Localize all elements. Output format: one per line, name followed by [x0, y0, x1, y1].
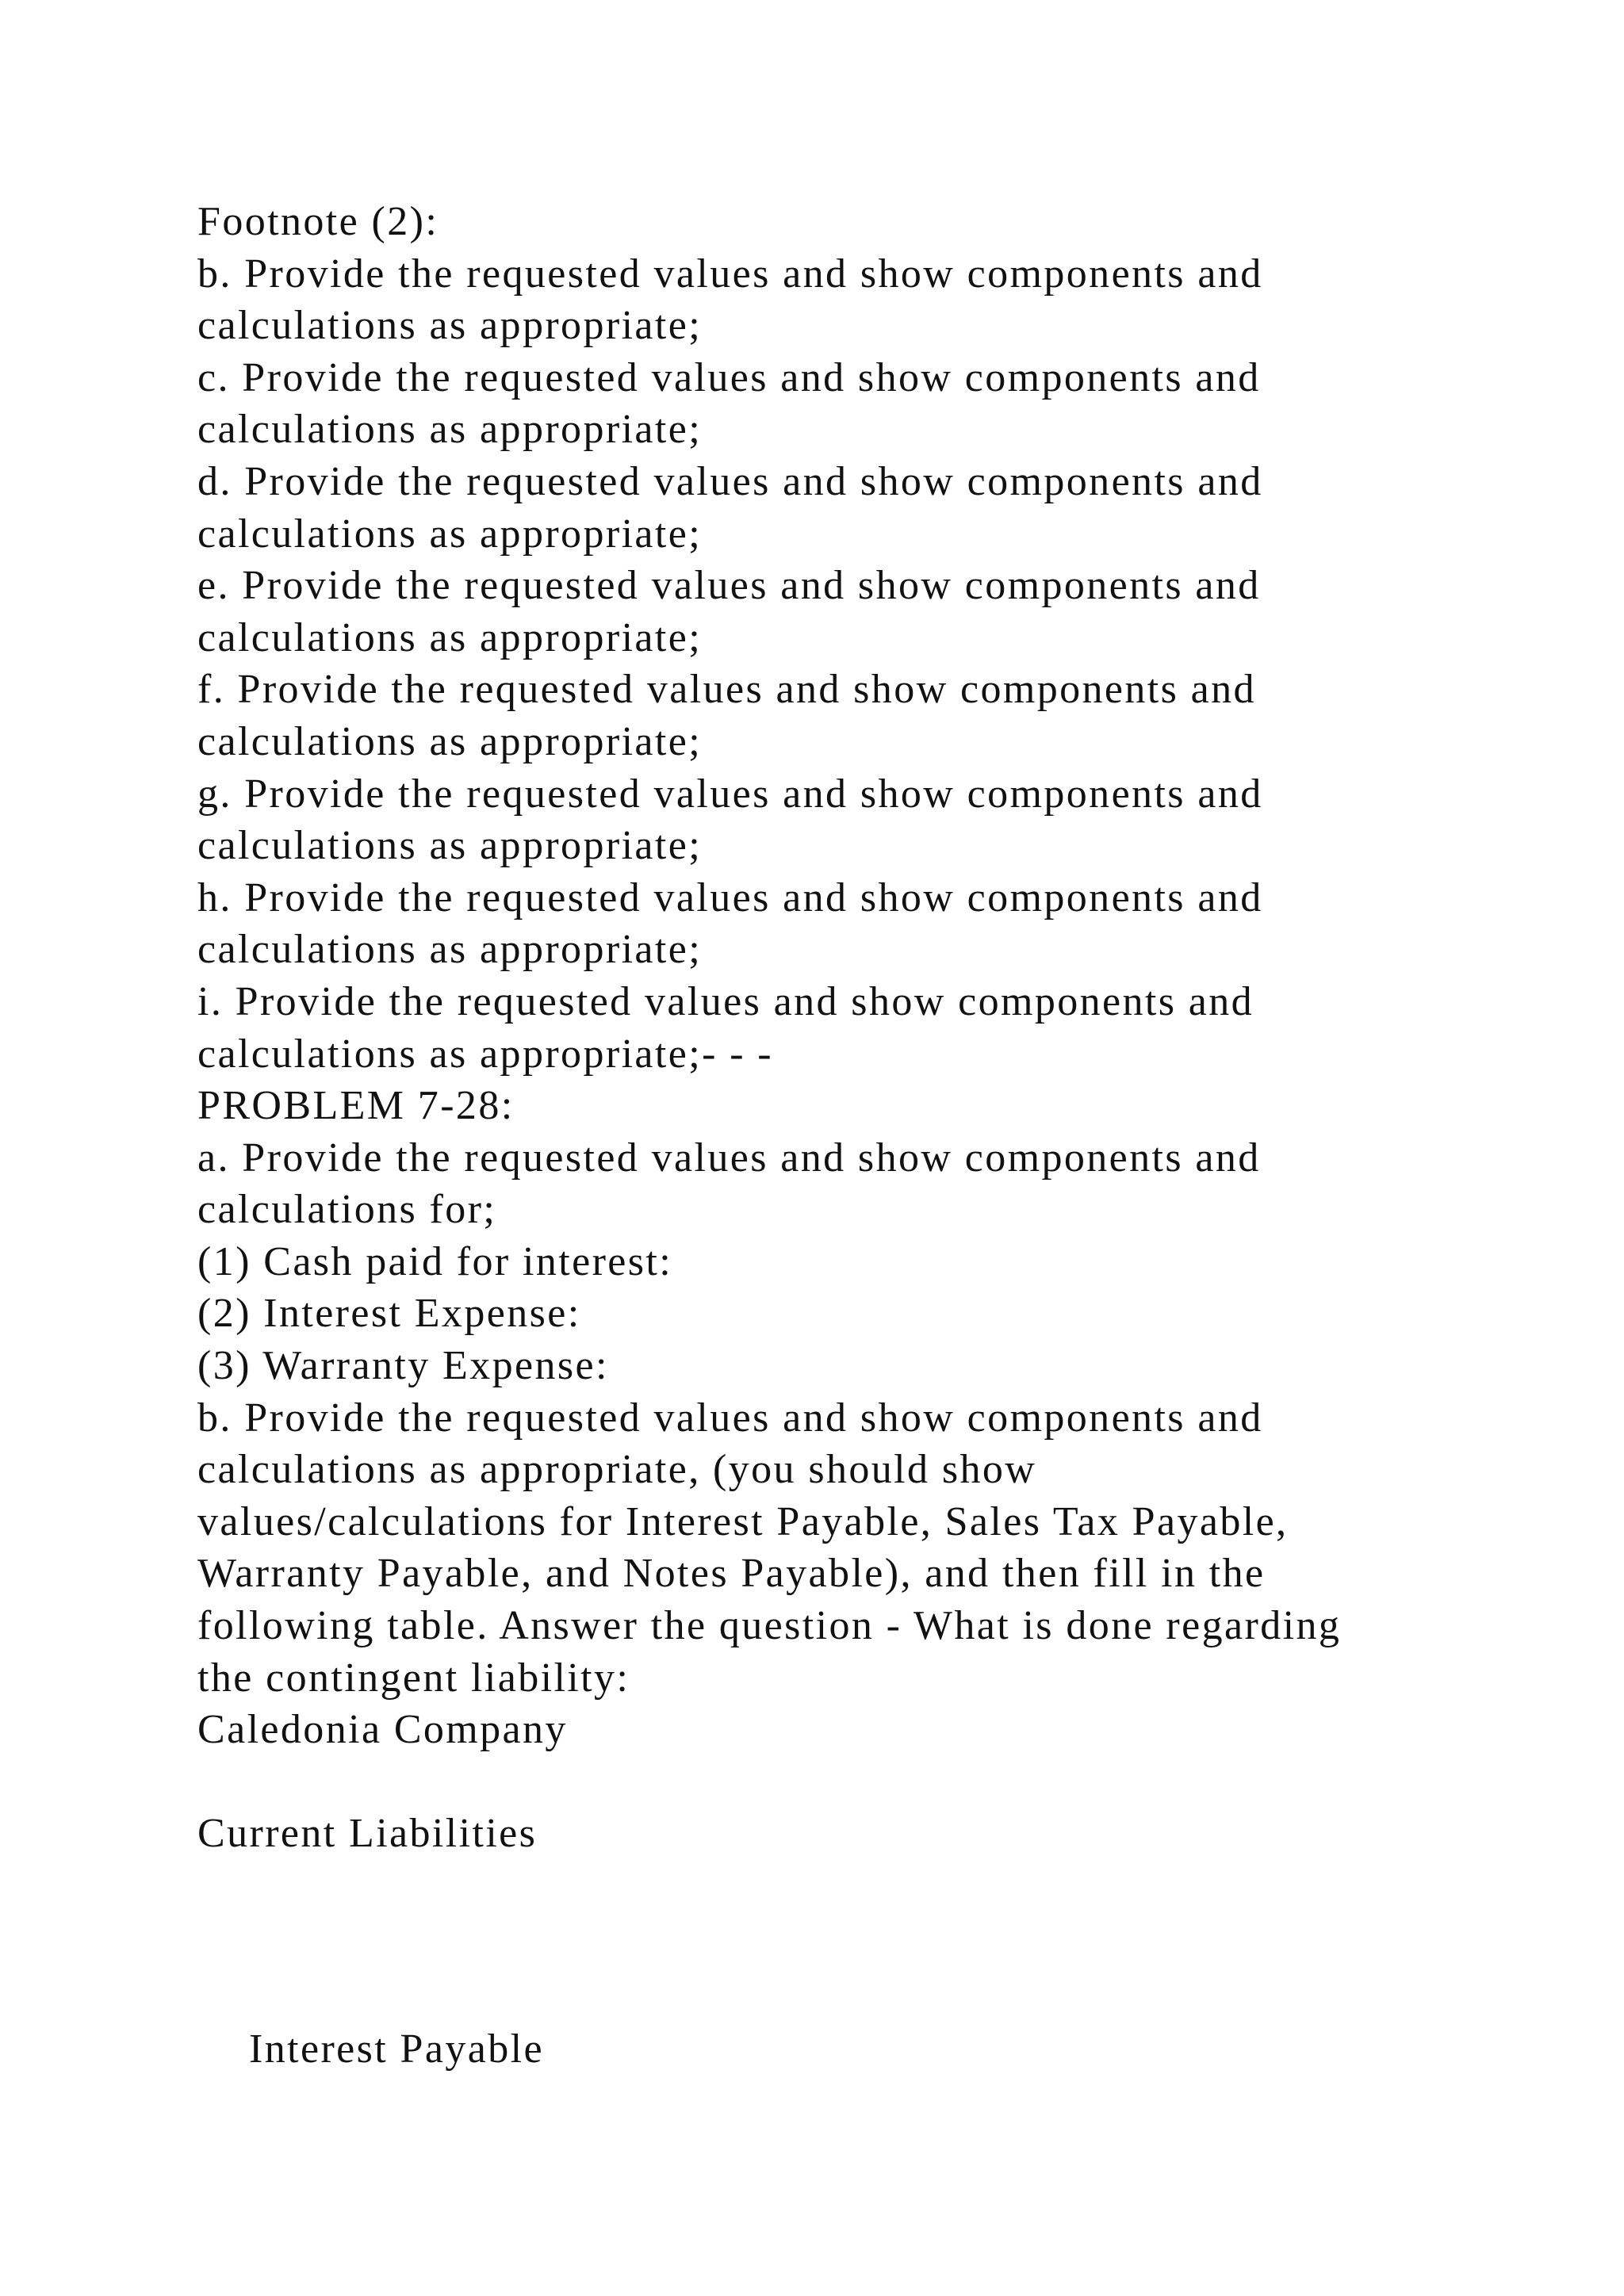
text-line: calculations as appropriate;: [197, 823, 703, 869]
text-line: calculations as appropriate;- - -: [197, 1031, 774, 1077]
text-line: following table. Answer the question - What is done regarding: [197, 1603, 1342, 1649]
company-name: Caledonia Company: [197, 1707, 568, 1753]
text-line: i. Provide the requested values and show components and: [197, 978, 1254, 1024]
text-line: g. Provide the requested values and show components and: [197, 771, 1263, 817]
text-line: f. Provide the requested values and show components and: [197, 667, 1256, 713]
text-line: calculations as appropriate;: [197, 407, 703, 453]
text-line: b. Provide the requested values and show components and: [197, 1395, 1263, 1441]
section-heading: Current Liabilities: [197, 1811, 538, 1857]
list-item: (1) Cash paid for interest:: [197, 1238, 673, 1284]
text-line: the contingent liability:: [197, 1655, 630, 1701]
text-line: calculations as appropriate;: [197, 718, 703, 764]
text-line: e. Provide the requested values and show components and: [197, 563, 1261, 609]
problem-heading: PROBLEM 7-28:: [197, 1083, 515, 1129]
text-line: calculations as appropriate;: [197, 927, 703, 973]
text-line: d. Provide the requested values and show components and: [197, 458, 1263, 504]
text-line: h. Provide the requested values and show components and: [197, 874, 1263, 920]
text-line: calculations as appropriate;: [197, 614, 703, 660]
text-line: values/calculations for Interest Payable, Sales Tax Payable,: [197, 1498, 1289, 1544]
list-item: (3) Warranty Expense:: [197, 1343, 609, 1389]
table-row-label: Interest Payable: [249, 2026, 544, 2072]
text-line: calculations as appropriate;: [197, 303, 703, 349]
text-line: c. Provide the requested values and show components and: [197, 354, 1261, 400]
document-body: [197, 196, 1482, 1860]
text-line: a. Provide the requested values and show components and: [197, 1135, 1261, 1181]
text-line: b. Provide the requested values and show components and: [197, 251, 1263, 297]
list-item: (2) Interest Expense:: [197, 1291, 581, 1337]
text-line: calculations as appropriate;: [197, 511, 703, 557]
text-line: calculations as appropriate, (you should show: [197, 1447, 1037, 1493]
blank-line: [197, 1756, 1482, 1808]
text-line: Warranty Payable, and Notes Payable), and then fill in the: [197, 1551, 1266, 1597]
footnote-heading: Footnote (2):: [197, 199, 439, 244]
text-line: calculations for;: [197, 1187, 497, 1233]
